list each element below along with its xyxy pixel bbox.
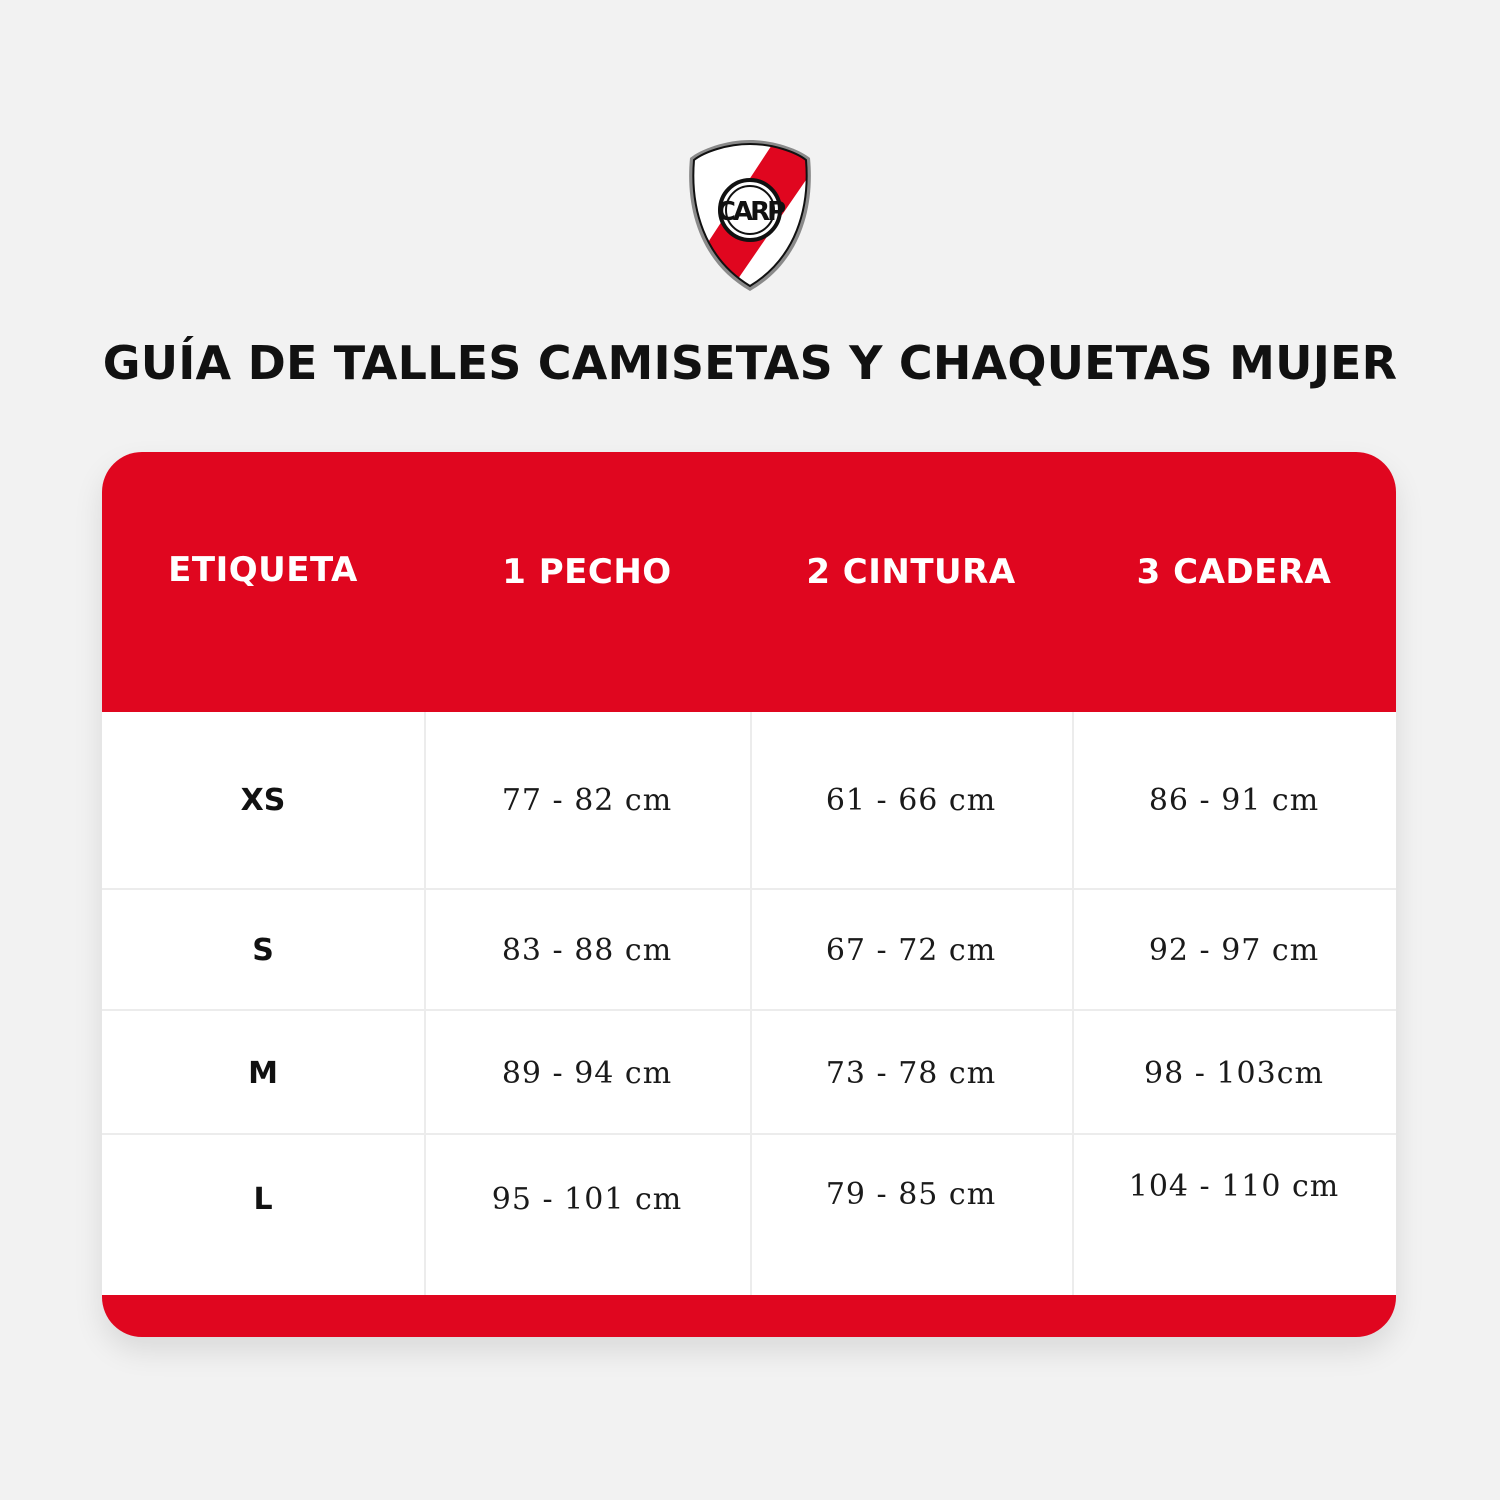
pecho-value: 95 - 101 cm [491, 1181, 683, 1217]
pecho-value: 77 - 82 cm [501, 782, 673, 818]
cadera-value: 92 - 97 cm [1148, 933, 1320, 968]
club-crest-logo [688, 138, 812, 292]
size-label: XS [240, 782, 286, 818]
column-divider [1072, 712, 1074, 1295]
table-row [102, 1133, 1396, 1297]
column-divider [424, 712, 426, 1295]
cintura-value: 79 - 85 cm [825, 1176, 997, 1212]
table-body [102, 712, 1396, 1295]
pecho-value: 83 - 88 cm [501, 933, 673, 968]
header-pecho: 1 PECHO [502, 552, 672, 592]
table-row [102, 888, 1396, 1011]
header-etiqueta: ETIQUETA [168, 550, 358, 590]
column-divider [750, 712, 752, 1295]
size-label: L [253, 1181, 273, 1217]
table-header-row [102, 452, 1396, 712]
header-cadera: 3 CADERA [1136, 552, 1332, 592]
cadera-value: 104 - 110 cm [1128, 1168, 1340, 1204]
size-label: S [252, 933, 274, 968]
size-chart-table [102, 452, 1396, 1337]
cadera-value: 86 - 91 cm [1148, 782, 1320, 818]
header-cintura: 2 CINTURA [806, 552, 1016, 592]
cintura-value: 73 - 78 cm [825, 1055, 997, 1091]
table-row [102, 712, 1396, 888]
cadera-value: 98 - 103cm [1144, 1055, 1324, 1091]
table-row [102, 1009, 1396, 1135]
pecho-value: 89 - 94 cm [501, 1055, 673, 1091]
crest-monogram: CARP [716, 197, 784, 227]
size-label: M [248, 1055, 278, 1091]
page-title: GUÍA DE TALLES CAMISETAS Y CHAQUETAS MUJER [102, 336, 1398, 390]
cintura-value: 61 - 66 cm [825, 782, 997, 818]
river-plate-crest-icon [688, 138, 812, 292]
cintura-value: 67 - 72 cm [825, 933, 997, 968]
